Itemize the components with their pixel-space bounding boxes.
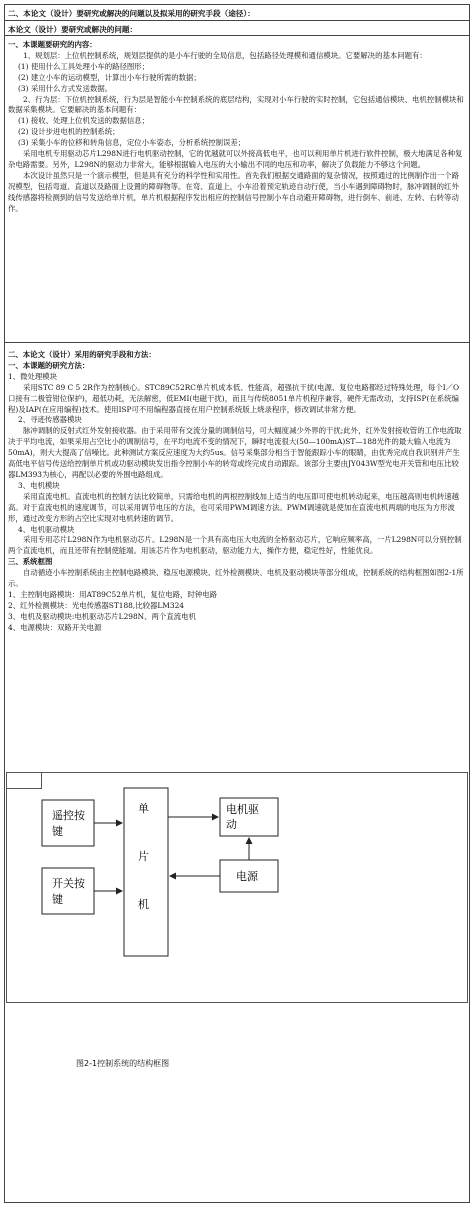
- row-divider: [4, 342, 470, 343]
- module-title: 1、微处理模块: [8, 371, 58, 381]
- block-diagram-heading: 三、系统框图: [8, 557, 53, 567]
- list-item: (1) 接收、处理上位机发送的数据信息；: [18, 116, 150, 126]
- switch-key-box: [42, 868, 94, 914]
- list-item: (3) 采用什么方式发送数据。: [18, 83, 113, 93]
- control-system-block-diagram: [6, 772, 468, 1004]
- paragraph: 本次设计虽然只是一个演示模型，但是具有充分的科学性和实用性。首先我们根据交通路面的复杂情况，按照通过的比例制作出一个路况模型，包括弯道、直道以及路面上设置的障碍物等。在弯、直道上，小车沿着预定轨迹自动行使，当小车遇到障碍物时，脉冲调制的红外线传感器将检测到的信号发送给单片机，单片机根据程序发出相应的控制信号控制小车自动避开障碍物，进行倒车、前进、左转、右转等动作。: [8, 170, 460, 213]
- paragraph: 脉冲调制的反射式红外发射接收器。由于采用带有交流分量的调制信号，可大幅度减少外界的干扰;此外，红外发射接收管的工作电流取决于平均电流，如果采用占空比小的调制信号，在平均电流不变的情况下，瞬时电流很大(50—100mA)ST—188光件的最大输入电流为50mA)，则大大提高了信噪比。此种测试方案反应速度为大约5us。信号采集部分相当于智能跟踪小车的眼睛，由优秀完成自我识别并产生高低电平信号传送给控制单片机或功驱动模块发出指令控制小车的转弯或终完成自动跟踪。该部分主要由JY043W型光电开关管和电压比较器LM393为核心，再配以必要的外围电路组成。: [8, 426, 462, 479]
- research-method-block: [8, 350, 464, 634]
- section-title-methods: 二、本论文（设计）采用的研究手段和方法：: [8, 350, 156, 359]
- module-title: 3、电机模块: [18, 480, 60, 490]
- list-item: 3、电机及驱动模块:电机驱动芯片L298N、两个直流电机: [8, 611, 196, 621]
- mcu-label-2: 片: [138, 850, 149, 863]
- list-item: (3) 采集小车的位移和转角信息，定位小车姿态，分析系统控制误差；: [18, 138, 246, 148]
- paragraph: 采用专用芯片L298N作为电机驱动芯片。L298N是一个具有高电压大电流的全桥驱动芯片，它响应频率高，一片L298N可以分别控制两个直流电机，而且还带有控制使能端。用该芯片作为电机驱动，驱动能力大，操作方便，稳定性好，性能优良。: [8, 535, 462, 556]
- paragraph: 采用电机专用驱动芯片L298N进行电机驱动控制，它的优越就可以外接高低电平，也可以利用单片机进行软件控制，极大地满足各种复杂电路需要。另外，L298N的驱动力非常大，能够根据输入电压的大小输出不同的电压和功率，解决了负载能力不够这个问题。: [8, 149, 463, 169]
- switch-key-label-2: 键: [52, 893, 63, 906]
- list-item: (2) 建立小车的运动模型，计算出小车行驶所需的数据；: [18, 72, 201, 82]
- paragraph: 采用直流电机。直流电机的控制方法比较简单，只需给电机的两根控制线加上适当的电压即可使电机转动起来，电压越高则电机转速越高。对于直流电机的速度调节，可以采用调节电压的方法，也可采用PWM调速方法。PWM调速就是使加在直流电机两端的电压为方形波形，通过改变方形的占空比实现对电机转速的调节。: [8, 491, 460, 523]
- section-title-topic: 二、本论文（设计）要研究或解决的问题以及拟采用的研究手段（途径）：: [8, 9, 255, 18]
- figure-caption: 图2-1控制系统的结构框图: [76, 1059, 170, 1068]
- module-title: 2、寻迹传感器模块: [18, 415, 82, 425]
- remote-key-label-2: 键: [52, 825, 63, 838]
- paragraph: 2、行为层：下位机控制系统，行为层是智能小车控制系统的底层结构，实现对小车行驶的实时控制，它包括通信模块、电机控制模块和数据采集模块。它要解决的基本问题有：: [8, 94, 464, 115]
- remote-key-box: [42, 800, 94, 846]
- module-title: 4、电机驱动模块: [18, 524, 75, 534]
- mcu-label-1: 单: [138, 802, 149, 815]
- paragraph: 采用STC 89 C 5 2R作为控制核心。STC89C52RC单片机成本低、性能高，超强抗干扰(电源、复位电路都经过特殊处理，每个I／O口接有二极管钳位保护)，超低功耗，无法解密，低EMI(电磁干扰)，而且与传统8051单片机程序兼容，硬件无需改动，支持ISP(在系统编程)及IAP(在应用编程)技术。使用ISP可不用编程器直接在用户控制系统版上烧录程序，修改调试非常方便。: [8, 382, 460, 414]
- row-divider: [4, 20, 470, 21]
- problem-title: 本论文（设计）要研究或解决的问题：: [8, 25, 138, 34]
- row-divider: [4, 35, 470, 36]
- power-label: 电源: [236, 870, 258, 883]
- research-content-block: [8, 40, 464, 215]
- list-item: 4、电源模块：双路开关电源: [8, 622, 102, 632]
- list-item: (1) 使用什么工具处理小车的路径图形；: [18, 61, 150, 71]
- list-item: (2) 设计步进电机的控制系统；: [18, 127, 120, 137]
- mcu-label-3: 机: [138, 898, 149, 911]
- list-item: 2、红外检测模块：光电传感器ST188,比较器LM324: [8, 600, 184, 610]
- diagram-corner-cell: [7, 773, 42, 789]
- paragraph: 自动循迹小车控制系统由主控制电路模块、稳压电源模块、红外检测模块、电机及驱动模块等部分组成，控制系统的结构框图如图2-1所示。: [8, 568, 464, 589]
- remote-key-label-1: 遥控按: [52, 809, 85, 822]
- paragraph: 1、规划层：上位机控制系统，规划层提供的是小车行驶的全局信息，包括路径处理模和通信模块。它要解决的基本问题有：: [23, 50, 427, 60]
- list-item: 1、主控制电路模块：用AT89C52单片机，复位电路，时钟电路: [8, 589, 218, 599]
- switch-key-label-1: 开关按: [52, 877, 85, 890]
- methods-heading: 一、本课题的研究方法：: [8, 360, 90, 370]
- motor-drive-label-1: 电机驱: [226, 803, 259, 816]
- motor-drive-label-2: 动: [226, 818, 237, 831]
- research-content-heading: 一、本课题要研究的内容：: [8, 40, 97, 49]
